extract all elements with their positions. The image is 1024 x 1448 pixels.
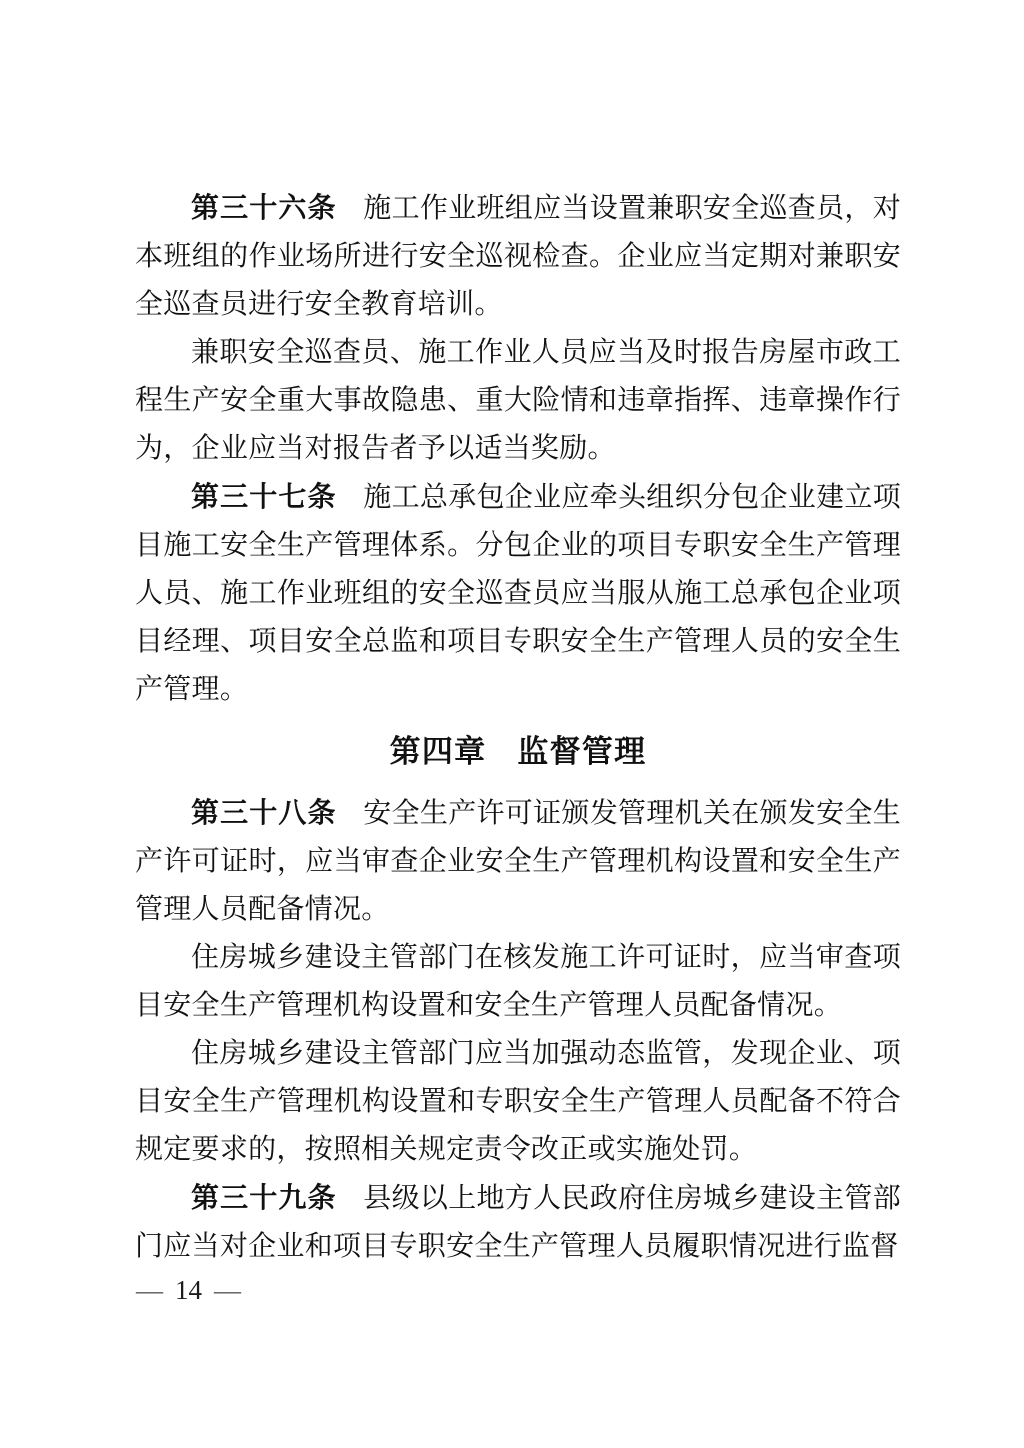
article-39-paragraph (135, 1174, 901, 1271)
footer-right-dash: — (214, 1275, 241, 1305)
page-number: 14 (175, 1275, 202, 1305)
document-text-block (135, 184, 901, 1271)
article-38-paragraph-2 (135, 934, 901, 1030)
article-37-paragraph (135, 473, 901, 714)
page-footer (136, 1272, 241, 1308)
article-38-paragraph (135, 789, 901, 934)
article-36-paragraph (135, 184, 901, 329)
article-38-paragraph-3 (135, 1030, 901, 1174)
article-38-text: 安全生产许可证颁发管理机关在颁发安全生产许可证时，应当审查企业安全生产管理机构设置和安全生产管理人员配备情况。 (135, 798, 901, 925)
article-37-number: 第三十七条 (191, 481, 337, 512)
chapter-heading (135, 728, 901, 776)
chapter-number: 第四章 (389, 734, 487, 769)
article-36-paragraph-2-text: 兼职安全巡查员、施工作业人员应当及时报告房屋市政工程生产安全重大事故隐患、重大险情和违章指挥、违章操作行为，企业应当对报告者予以适当奖励。 (135, 337, 901, 464)
chapter-title: 监督管理 (517, 734, 647, 769)
article-39-number: 第三十九条 (191, 1182, 337, 1213)
article-36-paragraph-2 (135, 329, 901, 473)
footer-left-dash: — (136, 1275, 163, 1305)
article-38-paragraph-3-text: 住房城乡建设主管部门应当加强动态监管，发现企业、项目安全生产管理机构设置和专职安全生产管理人员配备不符合规定要求的，按照相关规定责令改正或实施处罚。 (135, 1038, 901, 1165)
article-36-number: 第三十六条 (191, 192, 337, 223)
article-36-text: 施工作业班组应当设置兼职安全巡查员，对本班组的作业场所进行安全巡视检查。企业应当定期对兼职安全巡查员进行安全教育培训。 (135, 193, 901, 320)
article-38-paragraph-2-text: 住房城乡建设主管部门在核发施工许可证时，应当审查项目安全生产管理机构设置和安全生产管理人员配备情况。 (135, 942, 901, 1021)
article-39-text: 县级以上地方人民政府住房城乡建设主管部门应当对企业和项目专职安全生产管理人员履职情况进行监督 (135, 1183, 901, 1262)
article-37-text: 施工总承包企业应牵头组织分包企业建立项目施工安全生产管理体系。分包企业的项目专职安全生产管理人员、施工作业班组的安全巡查员应当服从施工总承包企业项目经理、项目安全总监和项目专职安全生产管理人员的安全生产管理。 (135, 482, 901, 705)
article-38-number: 第三十八条 (191, 797, 337, 828)
